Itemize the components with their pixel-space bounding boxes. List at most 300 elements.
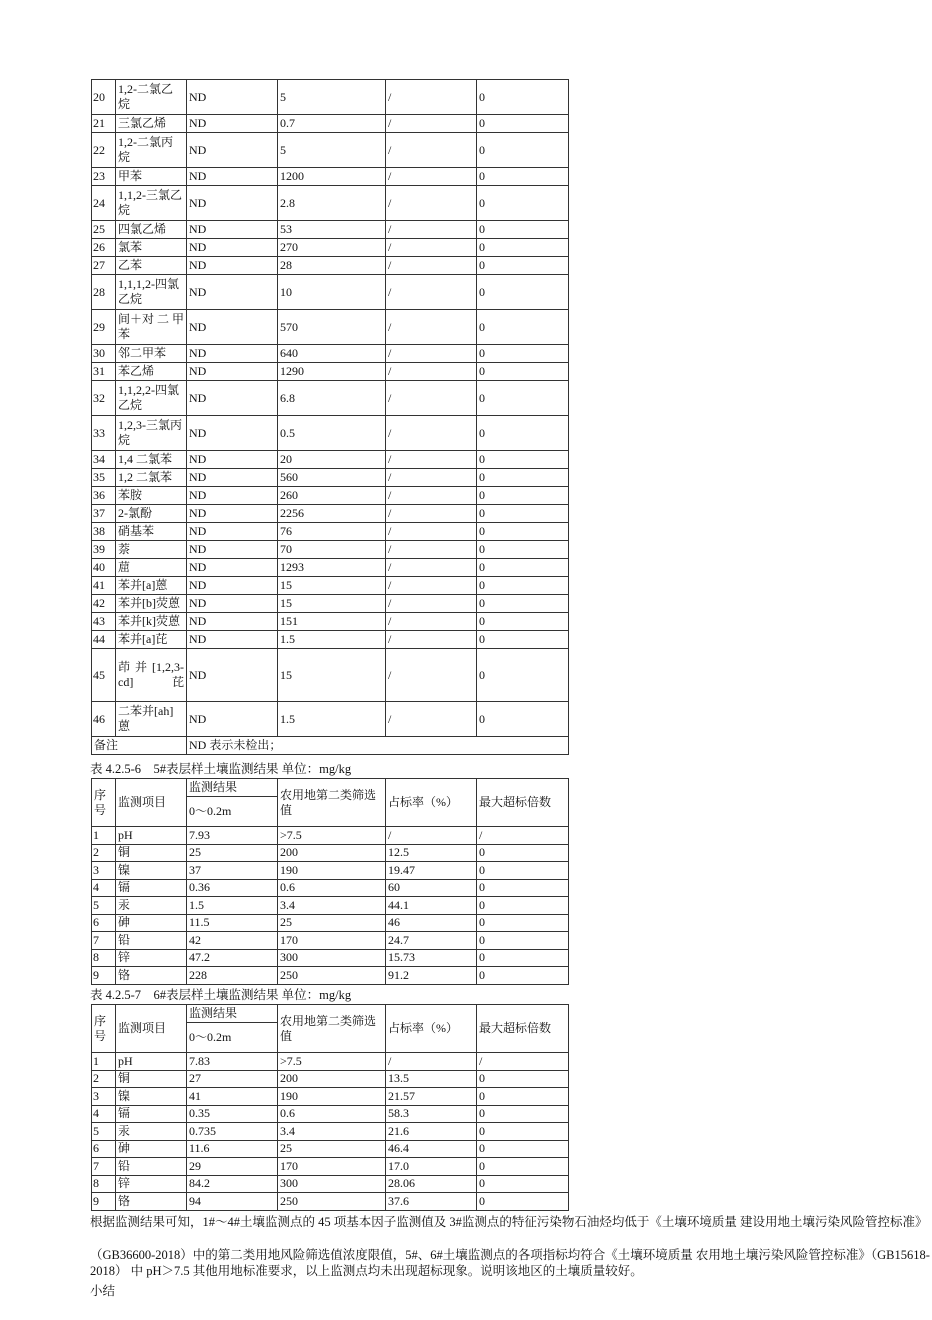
item-cell: 砷: [116, 1140, 187, 1158]
seq-cell: 6: [92, 914, 116, 932]
table-row: [92, 613, 569, 631]
ratio-cell: /: [386, 649, 477, 702]
table-row: [92, 80, 569, 115]
seq-cell: 3: [92, 1088, 116, 1106]
ratio-cell: /: [386, 1053, 477, 1071]
result-cell: 0.735: [187, 1123, 278, 1141]
ratio-cell: /: [386, 469, 477, 487]
seq-cell: 37: [92, 505, 116, 523]
standard-cell: 53: [278, 221, 386, 239]
seq-cell: 27: [92, 257, 116, 275]
exceed-cell: 0: [477, 487, 569, 505]
seq-cell: 30: [92, 345, 116, 363]
standard-cell: 250: [278, 1193, 386, 1211]
ratio-cell: /: [386, 133, 477, 168]
exceed-cell: 0: [477, 595, 569, 613]
exceed-cell: 0: [477, 345, 569, 363]
result-cell: ND: [187, 133, 278, 168]
standard-cell: 2.8: [278, 186, 386, 221]
table-row: [92, 257, 569, 275]
table-row: [92, 239, 569, 257]
conclusion-paragraph-1: 根据监测结果可知，1#～4#土壤监测点的 45 项基本因子监测值及 3#监测点的特征污染物石油烃均低于《土壤环境质量 建设用地土壤污染风险管控标准》: [90, 1215, 928, 1229]
standard-cell: 25: [278, 914, 386, 932]
seq-cell: 45: [92, 649, 116, 702]
ratio-cell: /: [386, 613, 477, 631]
exceed-cell: /: [477, 1053, 569, 1071]
ratio-cell: /: [386, 595, 477, 613]
item-cell: 苯并[a]芘: [116, 631, 187, 649]
result-cell: 94: [187, 1193, 278, 1211]
seq-cell: 22: [92, 133, 116, 168]
exceed-cell: /: [477, 827, 569, 845]
standard-cell: 3.4: [278, 897, 386, 915]
standard-cell: 10: [278, 275, 386, 310]
standard-cell: 15: [278, 595, 386, 613]
table-row: [92, 416, 569, 451]
standard-cell: 5: [278, 80, 386, 115]
result-cell: ND: [187, 275, 278, 310]
seq-cell: 3: [92, 862, 116, 880]
table-caption-6: 表 4.2.5-7 6#表层样土壤监测结果 单位：mg/kg: [90, 988, 352, 1002]
standard-cell: 270: [278, 239, 386, 257]
standard-cell: 200: [278, 1070, 386, 1088]
result-cell: ND: [187, 239, 278, 257]
exceed-cell: 0: [477, 1105, 569, 1123]
table-row: [92, 381, 569, 416]
standard-cell: 5: [278, 133, 386, 168]
exceed-cell: 0: [477, 416, 569, 451]
item-cell: 四氯乙烯: [116, 221, 187, 239]
ratio-cell: 46.4: [386, 1140, 477, 1158]
item-cell: 镉: [116, 1105, 187, 1123]
table-row: [92, 363, 569, 381]
header-exceed: 最大超标倍数: [477, 1005, 569, 1053]
item-cell: 1,1,1,2-四氯乙烷: [116, 275, 187, 310]
seq-cell: 24: [92, 186, 116, 221]
item-cell: 1,2,3-三氯丙烷: [116, 416, 187, 451]
standard-cell: 200: [278, 844, 386, 862]
item-cell: 1,1,2-三氯乙烷: [116, 186, 187, 221]
exceed-cell: 0: [477, 1158, 569, 1176]
item-cell: 氯苯: [116, 239, 187, 257]
table-row: [92, 133, 569, 168]
ratio-cell: /: [386, 186, 477, 221]
standard-cell: 151: [278, 613, 386, 631]
ratio-cell: 60: [386, 879, 477, 897]
exceed-cell: 0: [477, 469, 569, 487]
seq-cell: 44: [92, 631, 116, 649]
table-row: [92, 1140, 569, 1158]
item-cell: 萘: [116, 541, 187, 559]
exceed-cell: 0: [477, 879, 569, 897]
result-cell: 7.93: [187, 827, 278, 845]
exceed-cell: 0: [477, 451, 569, 469]
table-row: [92, 559, 569, 577]
header-exceed: 最大超标倍数: [477, 779, 569, 827]
table-row: [92, 1105, 569, 1123]
table-row: [92, 310, 569, 345]
standard-cell: 1200: [278, 168, 386, 186]
seq-cell: 29: [92, 310, 116, 345]
ratio-cell: 15.73: [386, 949, 477, 967]
standard-cell: 260: [278, 487, 386, 505]
exceed-cell: 0: [477, 168, 569, 186]
item-cell: pH: [116, 1053, 187, 1071]
item-cell: 1,2 二氯苯: [116, 469, 187, 487]
result-cell: 0.36: [187, 879, 278, 897]
ratio-cell: /: [386, 559, 477, 577]
item-cell: 甲苯: [116, 168, 187, 186]
standard-cell: 0.6: [278, 879, 386, 897]
table-row: [92, 275, 569, 310]
ratio-cell: /: [386, 631, 477, 649]
exceed-cell: 0: [477, 844, 569, 862]
table-row: [92, 505, 569, 523]
ratio-cell: /: [386, 221, 477, 239]
seq-cell: 34: [92, 451, 116, 469]
item-cell: 铅: [116, 1158, 187, 1176]
seq-cell: 1: [92, 1053, 116, 1071]
table-row: [92, 1070, 569, 1088]
result-cell: ND: [187, 416, 278, 451]
standard-cell: 0.6: [278, 1105, 386, 1123]
result-cell: 1.5: [187, 897, 278, 915]
table-row: [92, 1088, 569, 1106]
table-row: [92, 451, 569, 469]
result-cell: ND: [187, 523, 278, 541]
standard-cell: 0.5: [278, 416, 386, 451]
ratio-cell: /: [386, 80, 477, 115]
result-cell: 0.35: [187, 1105, 278, 1123]
table-row: [92, 115, 569, 133]
exceed-cell: 0: [477, 1193, 569, 1211]
seq-cell: 6: [92, 1140, 116, 1158]
exceed-cell: 0: [477, 80, 569, 115]
item-cell: 二苯并[ah]蒽: [116, 702, 187, 737]
ratio-cell: /: [386, 523, 477, 541]
seq-cell: 2: [92, 844, 116, 862]
exceed-cell: 0: [477, 702, 569, 737]
result-cell: ND: [187, 221, 278, 239]
seq-cell: 7: [92, 1158, 116, 1176]
exceed-cell: 0: [477, 1175, 569, 1193]
table-row: [92, 345, 569, 363]
seq-cell: 2: [92, 1070, 116, 1088]
seq-cell: 8: [92, 949, 116, 967]
seq-cell: 9: [92, 1193, 116, 1211]
seq-cell: 42: [92, 595, 116, 613]
item-cell: 苯并[a]蒽: [116, 577, 187, 595]
table-row: [92, 914, 569, 932]
standard-cell: 640: [278, 345, 386, 363]
table-row: [92, 631, 569, 649]
header-depth: 0～0.2m: [187, 1023, 278, 1053]
table-row: [92, 949, 569, 967]
seq-cell: 31: [92, 363, 116, 381]
exceed-cell: 0: [477, 221, 569, 239]
result-cell: 11.5: [187, 914, 278, 932]
seq-cell: 4: [92, 879, 116, 897]
note-text: ND 表示未检出；: [187, 737, 569, 755]
ratio-cell: 91.2: [386, 967, 477, 985]
result-cell: 84.2: [187, 1175, 278, 1193]
standard-cell: 560: [278, 469, 386, 487]
item-cell: 苯并[k]荧蒽: [116, 613, 187, 631]
header-ratio: 占标率（%）: [386, 1005, 477, 1053]
table-row: [92, 541, 569, 559]
exceed-cell: 0: [477, 310, 569, 345]
exceed-cell: 0: [477, 1070, 569, 1088]
table-row: [92, 702, 569, 737]
result-cell: 37: [187, 862, 278, 880]
result-cell: ND: [187, 310, 278, 345]
result-cell: ND: [187, 649, 278, 702]
seq-cell: 26: [92, 239, 116, 257]
result-cell: 41: [187, 1088, 278, 1106]
standard-cell: 70: [278, 541, 386, 559]
exceed-cell: 0: [477, 239, 569, 257]
result-cell: ND: [187, 613, 278, 631]
header-result: 监测结果: [187, 1005, 278, 1023]
item-cell: pH: [116, 827, 187, 845]
table-row: [92, 469, 569, 487]
exceed-cell: 0: [477, 559, 569, 577]
item-cell: 三氯乙烯: [116, 115, 187, 133]
result-cell: 25: [187, 844, 278, 862]
seq-cell: 40: [92, 559, 116, 577]
result-cell: ND: [187, 80, 278, 115]
standard-cell: 1.5: [278, 631, 386, 649]
seq-cell: 41: [92, 577, 116, 595]
note-label: 备注: [92, 737, 187, 755]
seq-cell: 25: [92, 221, 116, 239]
ratio-cell: /: [386, 115, 477, 133]
seq-cell: 23: [92, 168, 116, 186]
result-cell: ND: [187, 505, 278, 523]
result-cell: ND: [187, 451, 278, 469]
result-cell: ND: [187, 487, 278, 505]
standard-cell: 2256: [278, 505, 386, 523]
ratio-cell: /: [386, 310, 477, 345]
ratio-cell: 24.7: [386, 932, 477, 950]
result-cell: ND: [187, 363, 278, 381]
ratio-cell: /: [386, 168, 477, 186]
ratio-cell: 58.3: [386, 1105, 477, 1123]
item-cell: 1,4 二氯苯: [116, 451, 187, 469]
item-cell: 1,1,2,2-四氯乙烷: [116, 381, 187, 416]
standard-cell: 570: [278, 310, 386, 345]
item-cell: 铜: [116, 1070, 187, 1088]
ratio-cell: 46: [386, 914, 477, 932]
result-cell: 27: [187, 1070, 278, 1088]
result-cell: 29: [187, 1158, 278, 1176]
result-cell: ND: [187, 541, 278, 559]
standard-cell: 0.7: [278, 115, 386, 133]
seq-cell: 8: [92, 1175, 116, 1193]
item-cell: 铬: [116, 1193, 187, 1211]
item-cell: 乙苯: [116, 257, 187, 275]
table-row: [92, 827, 569, 845]
table-row: [92, 1053, 569, 1071]
exceed-cell: 0: [477, 133, 569, 168]
exceed-cell: 0: [477, 577, 569, 595]
seq-cell: 21: [92, 115, 116, 133]
ratio-cell: /: [386, 363, 477, 381]
result-cell: ND: [187, 381, 278, 416]
result-cell: 42: [187, 932, 278, 950]
result-cell: 228: [187, 967, 278, 985]
item-cell: 苯并[b]荧蒽: [116, 595, 187, 613]
exceed-cell: 0: [477, 949, 569, 967]
table-row: [92, 879, 569, 897]
table-row: [92, 523, 569, 541]
table-row: [92, 221, 569, 239]
item-cell: 硝基苯: [116, 523, 187, 541]
exceed-cell: 0: [477, 932, 569, 950]
seq-cell: 33: [92, 416, 116, 451]
result-cell: 7.83: [187, 1053, 278, 1071]
ratio-cell: /: [386, 505, 477, 523]
seq-cell: 4: [92, 1105, 116, 1123]
seq-cell: 5: [92, 897, 116, 915]
item-cell: 铅: [116, 932, 187, 950]
ratio-cell: /: [386, 541, 477, 559]
conclusion-paragraph-2: （GB36600-2018）中的第二类用地风险筛选值浓度限值，5#、6#土壤监测点的各项指标均符合《土壤环境质量 农用地土壤污染风险管控标准》（GB15618-2018） 中 pH＞7.5 其他用地标准要求，以上监测点均未出现超标现象。说明该地区的土壤质量较好。: [90, 1248, 930, 1278]
standard-cell: 15: [278, 577, 386, 595]
standard-cell: 28: [278, 257, 386, 275]
header-item: 监测项目: [116, 779, 187, 827]
exceed-cell: 0: [477, 1088, 569, 1106]
exceed-cell: 0: [477, 381, 569, 416]
item-cell: 砷: [116, 914, 187, 932]
seq-cell: 32: [92, 381, 116, 416]
standard-cell: 6.8: [278, 381, 386, 416]
table-row: [92, 897, 569, 915]
item-cell: 2-氯酚: [116, 505, 187, 523]
table-row: [92, 186, 569, 221]
ratio-cell: 13.5: [386, 1070, 477, 1088]
item-cell: 苯胺: [116, 487, 187, 505]
standard-cell: 15: [278, 649, 386, 702]
item-cell: 铬: [116, 967, 187, 985]
standard-cell: 3.4: [278, 1123, 386, 1141]
item-cell: 镍: [116, 1088, 187, 1106]
standard-cell: 250: [278, 967, 386, 985]
item-cell: 镉: [116, 879, 187, 897]
ratio-cell: 12.5: [386, 844, 477, 862]
header-ratio: 占标率（%）: [386, 779, 477, 827]
table-row: [92, 932, 569, 950]
exceed-cell: 0: [477, 523, 569, 541]
exceed-cell: 0: [477, 505, 569, 523]
ratio-cell: 44.1: [386, 897, 477, 915]
seq-cell: 7: [92, 932, 116, 950]
table-row: [92, 577, 569, 595]
standard-cell: 170: [278, 932, 386, 950]
item-cell: 1,2-二氯丙烷: [116, 133, 187, 168]
header-standard: 农用地第二类筛选值: [278, 1005, 386, 1053]
item-cell: 铜: [116, 844, 187, 862]
seq-cell: 39: [92, 541, 116, 559]
ratio-cell: 37.6: [386, 1193, 477, 1211]
exceed-cell: 0: [477, 257, 569, 275]
exceed-cell: 0: [477, 914, 569, 932]
ratio-cell: 28.06: [386, 1175, 477, 1193]
table-row: [92, 1123, 569, 1141]
exceed-cell: 0: [477, 613, 569, 631]
table-row: [92, 1158, 569, 1176]
seq-cell: 20: [92, 80, 116, 115]
ratio-cell: /: [386, 702, 477, 737]
standard-cell: 76: [278, 523, 386, 541]
standard-cell: 170: [278, 1158, 386, 1176]
exceed-cell: 0: [477, 363, 569, 381]
standard-cell: 1290: [278, 363, 386, 381]
item-cell: 汞: [116, 1123, 187, 1141]
seq-cell: 28: [92, 275, 116, 310]
exceed-cell: 0: [477, 967, 569, 985]
header-seq: 序号: [92, 779, 116, 827]
table-row: [92, 844, 569, 862]
exceed-cell: 0: [477, 541, 569, 559]
seq-cell: 43: [92, 613, 116, 631]
ratio-cell: /: [386, 416, 477, 451]
standard-cell: 1293: [278, 559, 386, 577]
result-cell: ND: [187, 595, 278, 613]
ratio-cell: 21.6: [386, 1123, 477, 1141]
result-cell: ND: [187, 577, 278, 595]
item-cell: 汞: [116, 897, 187, 915]
ratio-cell: /: [386, 381, 477, 416]
item-cell: 锌: [116, 1175, 187, 1193]
item-cell: 锌: [116, 949, 187, 967]
exceed-cell: 0: [477, 649, 569, 702]
result-cell: ND: [187, 469, 278, 487]
summary-heading: 小结: [90, 1284, 116, 1298]
table-header-row: [92, 1005, 569, 1023]
header-depth: 0～0.2m: [187, 797, 278, 827]
item-cell: 间＋对 二 甲苯: [116, 310, 187, 345]
ratio-cell: /: [386, 275, 477, 310]
standard-cell: 190: [278, 862, 386, 880]
seq-cell: 5: [92, 1123, 116, 1141]
seq-cell: 38: [92, 523, 116, 541]
header-result: 监测结果: [187, 779, 278, 797]
standard-cell: 190: [278, 1088, 386, 1106]
result-cell: ND: [187, 559, 278, 577]
ratio-cell: /: [386, 257, 477, 275]
table-caption-5: 表 4.2.5-6 5#表层样土壤监测结果 单位：mg/kg: [90, 762, 352, 776]
item-cell: 苯乙烯: [116, 363, 187, 381]
table-row: [92, 1175, 569, 1193]
result-cell: ND: [187, 115, 278, 133]
item-cell: 1,2-二氯乙烷: [116, 80, 187, 115]
soil-monitoring-table-continued: [91, 79, 569, 755]
item-cell: 邻二甲苯: [116, 345, 187, 363]
seq-cell: 35: [92, 469, 116, 487]
result-cell: ND: [187, 702, 278, 737]
seq-cell: 46: [92, 702, 116, 737]
result-cell: 11.6: [187, 1140, 278, 1158]
result-cell: ND: [187, 631, 278, 649]
header-seq: 序号: [92, 1005, 116, 1053]
table-row: [92, 168, 569, 186]
soil-monitoring-table-5: [91, 778, 569, 985]
exceed-cell: 0: [477, 186, 569, 221]
seq-cell: 36: [92, 487, 116, 505]
exceed-cell: 0: [477, 631, 569, 649]
item-cell: 镍: [116, 862, 187, 880]
